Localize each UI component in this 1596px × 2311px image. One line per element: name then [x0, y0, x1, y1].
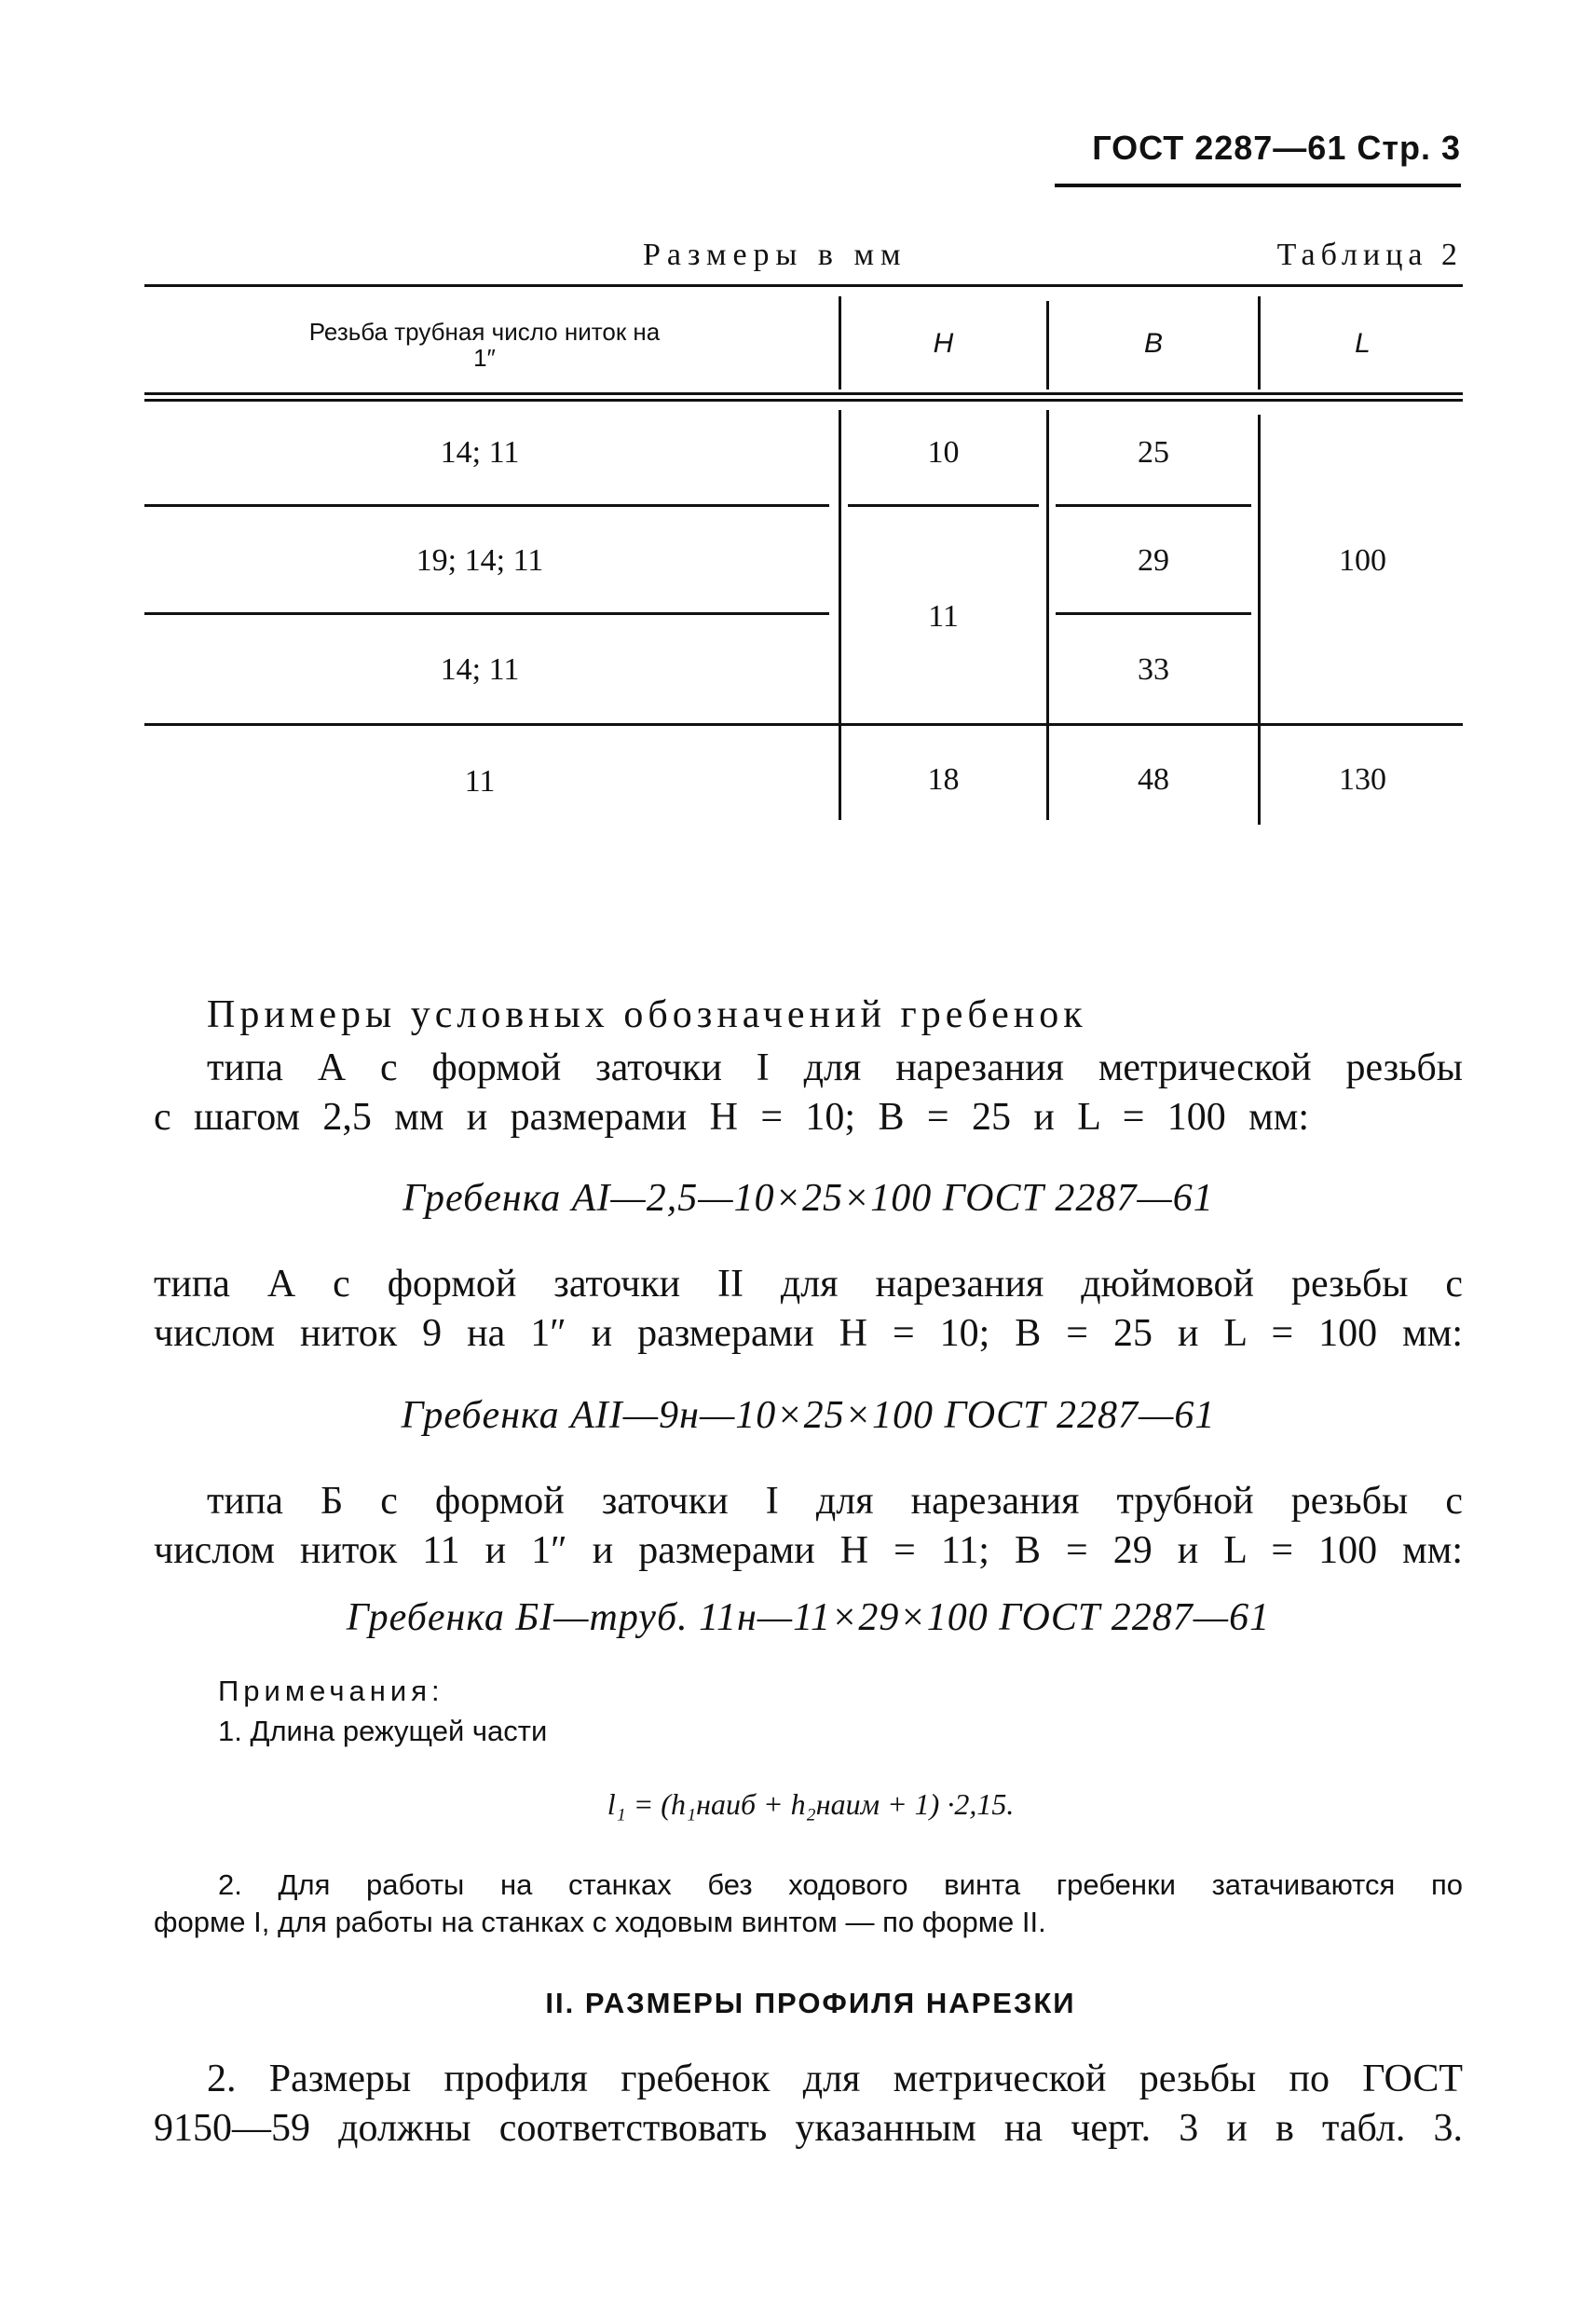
cell-h-merged: 11: [928, 599, 959, 634]
column-header-h: H: [933, 328, 954, 359]
table-divider: [1046, 301, 1049, 390]
table-header-rule: [144, 392, 1463, 395]
cell-threads: 19; 14; 11: [416, 543, 544, 578]
example-2-line-1: типа А с формой заточки II для нарезания дюймовой резьбы с: [154, 1263, 1463, 1306]
cell-b: 29: [1138, 543, 1169, 578]
table-size-note: Размеры в мм: [643, 238, 907, 272]
example-2-designation: Гребенка AII—9н—10×25×100 ГОСТ 2287—61: [401, 1394, 1216, 1437]
example-1-line-1: типа А с формой заточки I для нарезания метрической резьбы: [207, 1046, 1463, 1089]
example-1-designation: Гребенка AI—2,5—10×25×100 ГОСТ 2287—61: [402, 1177, 1214, 1220]
table-number: Таблица 2: [1276, 238, 1463, 272]
cell-h: 18: [927, 762, 960, 797]
cell-b: 33: [1138, 652, 1169, 687]
cell-threads: 14; 11: [440, 435, 520, 470]
column-header-threads: Резьба трубная число ниток на 1″: [308, 318, 661, 372]
section-heading: II. РАЗМЕРЫ ПРОФИЛЯ НАРЕЗКИ: [545, 1987, 1076, 2019]
examples-heading: Примеры условных обозначений гребенок: [207, 993, 1087, 1036]
cell-threads: 14; 11: [440, 652, 520, 687]
cell-b: 48: [1138, 762, 1169, 797]
section-paragraph-line-2: 9150—59 должны соответствовать указанным на черт. 3 и в табл. 3.: [154, 2107, 1463, 2150]
example-2-line-2: числом ниток 9 на 1″ и размерами H = 10; B = 25 и L = 100 мм:: [154, 1312, 1463, 1355]
running-header: ГОСТ 2287—61 Стр. 3: [1092, 129, 1461, 167]
table-divider: [839, 296, 841, 390]
example-3-designation: Гребенка БI—труб. 11н—11×29×100 ГОСТ 2287—61: [346, 1596, 1271, 1639]
column-header-b: B: [1143, 328, 1163, 359]
section-paragraph-line-1: 2. Размеры профиля гребенок для метрической резьбы по ГОСТ: [207, 2058, 1463, 2100]
note-1: 1. Длина режущей части: [218, 1715, 548, 1747]
dimensions-table: [0, 0, 1596, 932]
note-2-line-2: форме I, для работы на станках с ходовым винтом — по форме II.: [154, 1906, 1046, 1938]
cutting-length-formula: l₁ = (h₁наиб + h₂наим + 1) ·2,15.: [607, 1787, 1015, 1821]
cell-threads: 11: [464, 764, 496, 799]
table-divider: [1258, 296, 1261, 390]
notes-title: Примечания:: [218, 1675, 444, 1707]
table-top-rule: [144, 284, 1463, 287]
cell-l-merged: 100: [1339, 543, 1386, 578]
example-1-line-2: с шагом 2,5 мм и размерами H = 10; B = 25 и L = 100 мм:: [154, 1096, 1309, 1139]
cell-b: 25: [1138, 435, 1169, 470]
column-header-l: L: [1355, 328, 1371, 359]
example-3-line-2: числом ниток 11 и 1″ и размерами H = 11; B = 29 и L = 100 мм:: [154, 1529, 1463, 1572]
cell-l: 130: [1339, 762, 1386, 797]
row-separator: [144, 504, 829, 507]
example-3-line-1: типа Б с формой заточки I для нарезания трубной резьбы с: [207, 1480, 1463, 1523]
cell-h: 10: [927, 435, 960, 470]
note-2-line-1: 2. Для работы на станках без ходового винта гребенки затачиваются по: [218, 1868, 1463, 1901]
